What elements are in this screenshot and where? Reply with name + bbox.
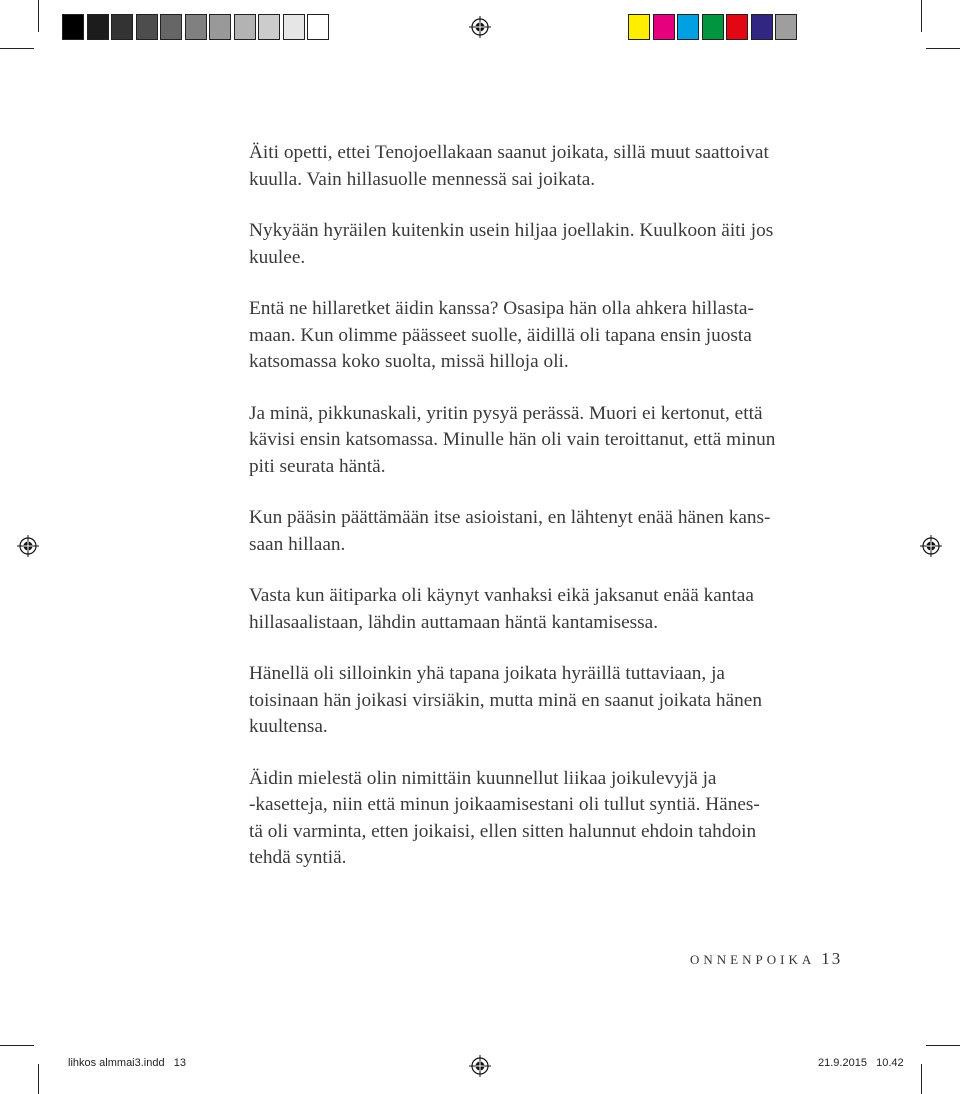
page-footer [690, 949, 842, 969]
paragraph [249, 661, 839, 741]
crop-mark-bottom-right-vertical [921, 1064, 922, 1094]
text-line: saan hillaan. [249, 533, 346, 555]
gray-swatch [62, 14, 84, 40]
text-line: Äidin mielestä olin nimittäin kuunnellut liikaa joikulevyjä ja [249, 767, 717, 789]
gray-swatch [136, 14, 158, 40]
crop-mark-bottom-left-vertical [38, 1064, 39, 1094]
text-line: Nykyään hyräilen kuitenkin usein hiljaa joellakin. Kuulkoon äiti jos [249, 220, 774, 241]
paragraph [249, 401, 839, 481]
gray-swatch [209, 14, 231, 40]
gray-swatch [234, 14, 256, 40]
paragraph [249, 140, 839, 193]
text-line: Ja minä, pikkunaskali, yritin pysyä perässä. Muori ei kertonut, että [249, 402, 763, 424]
paragraph [249, 766, 839, 872]
text-line: -kasetteja, niin että minun joikaamisestani oli tullut syntiä. Hänes- [249, 794, 760, 815]
text-line: kävisi ensin katsomassa. Minulle hän oli vain teroittanut, että minun [249, 429, 776, 450]
gray-swatch [87, 14, 109, 40]
text-line: Vasta kun äitiparka oli käynyt vanhaksi eikä jaksanut enää kantaa [249, 585, 754, 606]
registration-mark-left-icon [17, 535, 39, 557]
slug-filename: lihkos almmai3.indd 13 [68, 1057, 187, 1069]
color-swatch [628, 14, 650, 40]
crop-mark-top-left-horizontal [0, 48, 34, 49]
crop-mark-top-right-vertical [921, 0, 922, 32]
paragraph [249, 583, 839, 636]
text-line: toisinaan hän joikasi virsiäkin, mutta minä en saanut joikata hänen [249, 689, 762, 711]
registration-mark-bottom-icon [469, 1055, 491, 1077]
color-swatch [653, 14, 675, 40]
color-swatch [677, 14, 699, 40]
color-swatch [726, 14, 748, 40]
text-line: hillasaalistaan, lähdin auttamaan häntä kantamisessa. [249, 611, 659, 633]
registration-mark-right-icon [920, 535, 942, 557]
crop-mark-top-right-horizontal [926, 48, 960, 49]
gray-swatch [258, 14, 280, 40]
text-line: Äiti opetti, ettei Tenojoellakaan saanut joikata, sillä muut saattoivat [249, 142, 769, 163]
text-line: Hänellä oli silloinkin yhä tapana joikata hyräillä tuttaviaan, ja [249, 663, 725, 684]
paragraph [249, 296, 839, 376]
color-swatch [751, 14, 773, 40]
text-line: piti seurata häntä. [249, 455, 386, 477]
body-text [249, 140, 839, 897]
slug-datetime: 21.9.2015 10.42 [818, 1057, 904, 1069]
gray-swatch [160, 14, 182, 40]
color-swatch [775, 14, 797, 40]
color-swatch [702, 14, 724, 40]
text-line: tehdä syntiä. [249, 847, 347, 868]
gray-swatch [283, 14, 305, 40]
text-line: katsomassa koko suolta, missä hilloja oli. [249, 351, 569, 372]
crop-mark-bottom-right-horizontal [926, 1045, 960, 1046]
text-line: Kun pääsin päättämään itse asioistani, en lähtenyt enää hänen kans- [249, 507, 771, 528]
paragraph [249, 505, 839, 558]
registration-mark-top-icon [469, 16, 491, 38]
text-line: kuulee. [249, 246, 306, 268]
text-line: kuultensa. [249, 716, 328, 737]
gray-swatch [185, 14, 207, 40]
text-line: kuulla. Vain hillasuolle mennessä sai joikata. [249, 168, 596, 190]
gray-swatch [111, 14, 133, 40]
text-line: maan. Kun olimme päässeet suolle, äidillä oli tapana ensin juosta [249, 324, 752, 346]
gray-swatch [307, 14, 329, 40]
crop-mark-top-left-vertical [38, 0, 39, 32]
running-head: ONNENPOIKA [690, 952, 816, 967]
page-number: 13 [821, 949, 843, 968]
text-line: tä oli varminta, etten joikaisi, ellen sitten halunnut ehdoin tahdoin [249, 820, 757, 842]
paragraph [249, 218, 839, 271]
text-line: Entä ne hillaretket äidin kanssa? Osasipa hän olla ahkera hillasta- [249, 298, 754, 319]
crop-mark-bottom-left-horizontal [0, 1045, 34, 1046]
